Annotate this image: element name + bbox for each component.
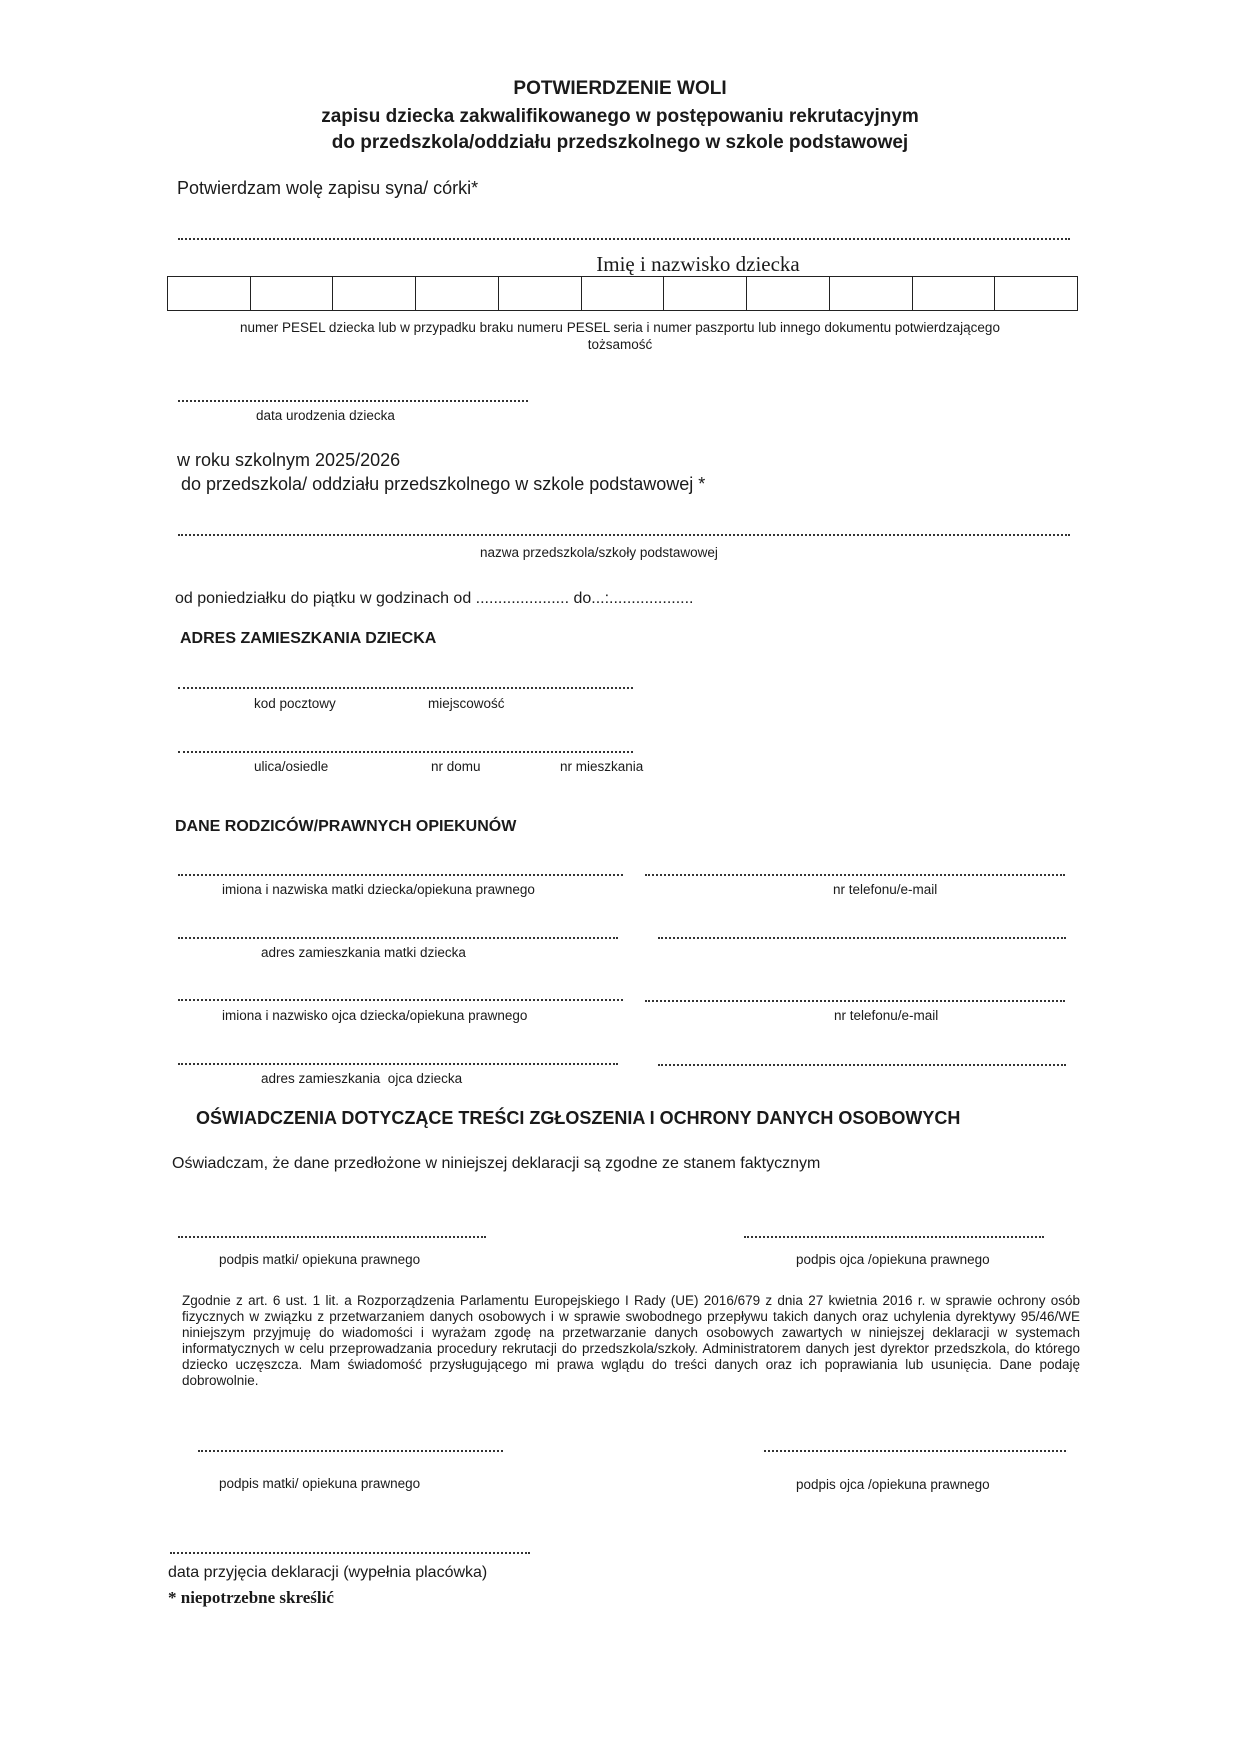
school-year-text: w roku szkolnym 2025/2026 (177, 450, 401, 470)
street-field[interactable] (178, 751, 633, 753)
pesel-cell[interactable] (499, 277, 582, 310)
father-address-label: adres zamieszkania ojca dziecka (261, 1071, 463, 1086)
parents-heading: DANE RODZICÓW/PRAWNYCH OPIEKUNÓW (175, 818, 517, 835)
pesel-cell[interactable] (664, 277, 747, 310)
father-signature-label-2: podpis ojca /opiekuna prawnego (796, 1477, 990, 1492)
father-name-label: imiona i nazwisko ojca dziecka/opiekuna prawnego (222, 1008, 528, 1023)
mother-phone-field[interactable] (645, 874, 1065, 876)
school-name-label: nazwa przedszkola/szkoły podstawowej (480, 545, 718, 560)
mother-signature-label: podpis matki/ opiekuna prawnego (219, 1252, 421, 1267)
title-line-3: do przedszkola/oddziału przedszkolnego w szkole podstawowej (331, 132, 909, 153)
mother-address-field-2[interactable] (658, 937, 1066, 939)
father-phone-field[interactable] (645, 1000, 1065, 1002)
acceptance-date-field[interactable] (170, 1552, 530, 1554)
pesel-cell[interactable] (416, 277, 499, 310)
declaration-statement: Oświadczam, że dane przedłożone w niniejszej deklaracji są zgodne ze stanem faktycznym (172, 1155, 821, 1172)
mother-signature-field-2[interactable] (198, 1450, 503, 1452)
intro-text: Potwierdzam wolę zapisu syna/ córki* (177, 178, 479, 198)
pesel-cell[interactable] (830, 277, 913, 310)
father-address-field[interactable] (178, 1063, 618, 1065)
father-signature-field[interactable] (744, 1236, 1044, 1238)
child-name-label: Imię i nazwisko dziecka (596, 252, 800, 276)
footnote: * niepotrzebne skreślić (168, 1588, 334, 1607)
mother-address-field[interactable] (178, 937, 618, 939)
title-line-2: zapisu dziecka zakwalifikowanego w postępowaniu rekrutacyjnym (321, 106, 919, 127)
mother-address-label: adres zamieszkania matki dziecka (261, 945, 466, 960)
child-name-field[interactable] (178, 238, 1070, 240)
pesel-label-line-1: numer PESEL dziecka lub w przypadku braku numeru PESEL seria i numer paszportu lub innego dokumentu potwierdzającego (240, 320, 1000, 335)
pesel-cell[interactable] (333, 277, 416, 310)
house-number-label: nr domu (431, 759, 481, 774)
father-signature-field-2[interactable] (764, 1450, 1066, 1452)
pesel-cell[interactable] (747, 277, 830, 310)
mother-name-label: imiona i nazwiska matki dziecka/opiekuna prawnego (222, 882, 535, 897)
city-label: miejscowość (428, 696, 505, 711)
pesel-cell[interactable] (995, 277, 1077, 310)
father-phone-label: nr telefonu/e-mail (834, 1008, 939, 1023)
title-line-1: POTWIERDZENIE WOLI (513, 78, 727, 99)
hours-text: od poniedziałku do piątku w godzinach od ..................... do...:................... (175, 590, 694, 607)
declarations-heading: OŚWIADCZENIA DOTYCZĄCE TREŚCI ZGŁOSZENIA I OCHRONY DANYCH OSOBOWYCH (196, 1108, 961, 1128)
father-name-field[interactable] (178, 999, 623, 1001)
postal-city-field[interactable] (178, 687, 633, 689)
pesel-cell[interactable] (913, 277, 996, 310)
address-heading: ADRES ZAMIESZKANIA DZIECKA (180, 630, 437, 647)
school-name-field[interactable] (178, 534, 1070, 536)
acceptance-date-label: data przyjęcia deklaracji (wypełnia placówka) (168, 1564, 488, 1581)
rodo-consent-text: Zgodnie z art. 6 ust. 1 lit. a Rozporządzenia Parlamentu Europejskiego I Rady (UE) 2016/679 z dnia 27 kwietnia 2016 r. w sprawie ochrony osób fizycznych w związku z przetwarzaniem danych osobowych i w sprawie swobodnego przepływu takich danych oraz uchylenia dyrektywy 95/46/WE niniejszym przyjmuję do wiadomości i wyrażam zgodę na przetwarzanie danych osobowych zawartych w niniejszej deklaracji w systemach informatycznych w celu przeprowadzania procedury rekrutacji do przedszkola/szkoły. Administratorem danych jest dyrektor przedszkola, do którego dziecko uczęszcza. Mam świadomość przysługującego mi prawa wglądu do treści danych oraz ich poprawiania lub usunięcia. Dane podaję dobrowolnie. (182, 1293, 1080, 1388)
mother-phone-label: nr telefonu/e-mail (833, 882, 938, 897)
birth-date-label: data urodzenia dziecka (256, 408, 395, 423)
street-label: ulica/osiedle (254, 759, 329, 774)
pesel-label-line-2: tożsamość (587, 337, 653, 352)
postal-code-label: kod pocztowy (254, 696, 336, 711)
pesel-cell[interactable] (168, 277, 251, 310)
birth-date-field[interactable] (178, 400, 528, 402)
school-target-text: do przedszkola/ oddziału przedszkolnego w szkole podstawowej * (181, 474, 706, 494)
pesel-grid (167, 276, 1078, 311)
father-address-field-2[interactable] (658, 1064, 1066, 1066)
pesel-cell[interactable] (251, 277, 334, 310)
apartment-number-label: nr mieszkania (560, 759, 644, 774)
pesel-cell[interactable] (582, 277, 665, 310)
father-signature-label: podpis ojca /opiekuna prawnego (796, 1252, 990, 1267)
mother-signature-field[interactable] (178, 1236, 486, 1238)
mother-signature-label-2: podpis matki/ opiekuna prawnego (219, 1476, 421, 1491)
mother-name-field[interactable] (178, 874, 623, 876)
